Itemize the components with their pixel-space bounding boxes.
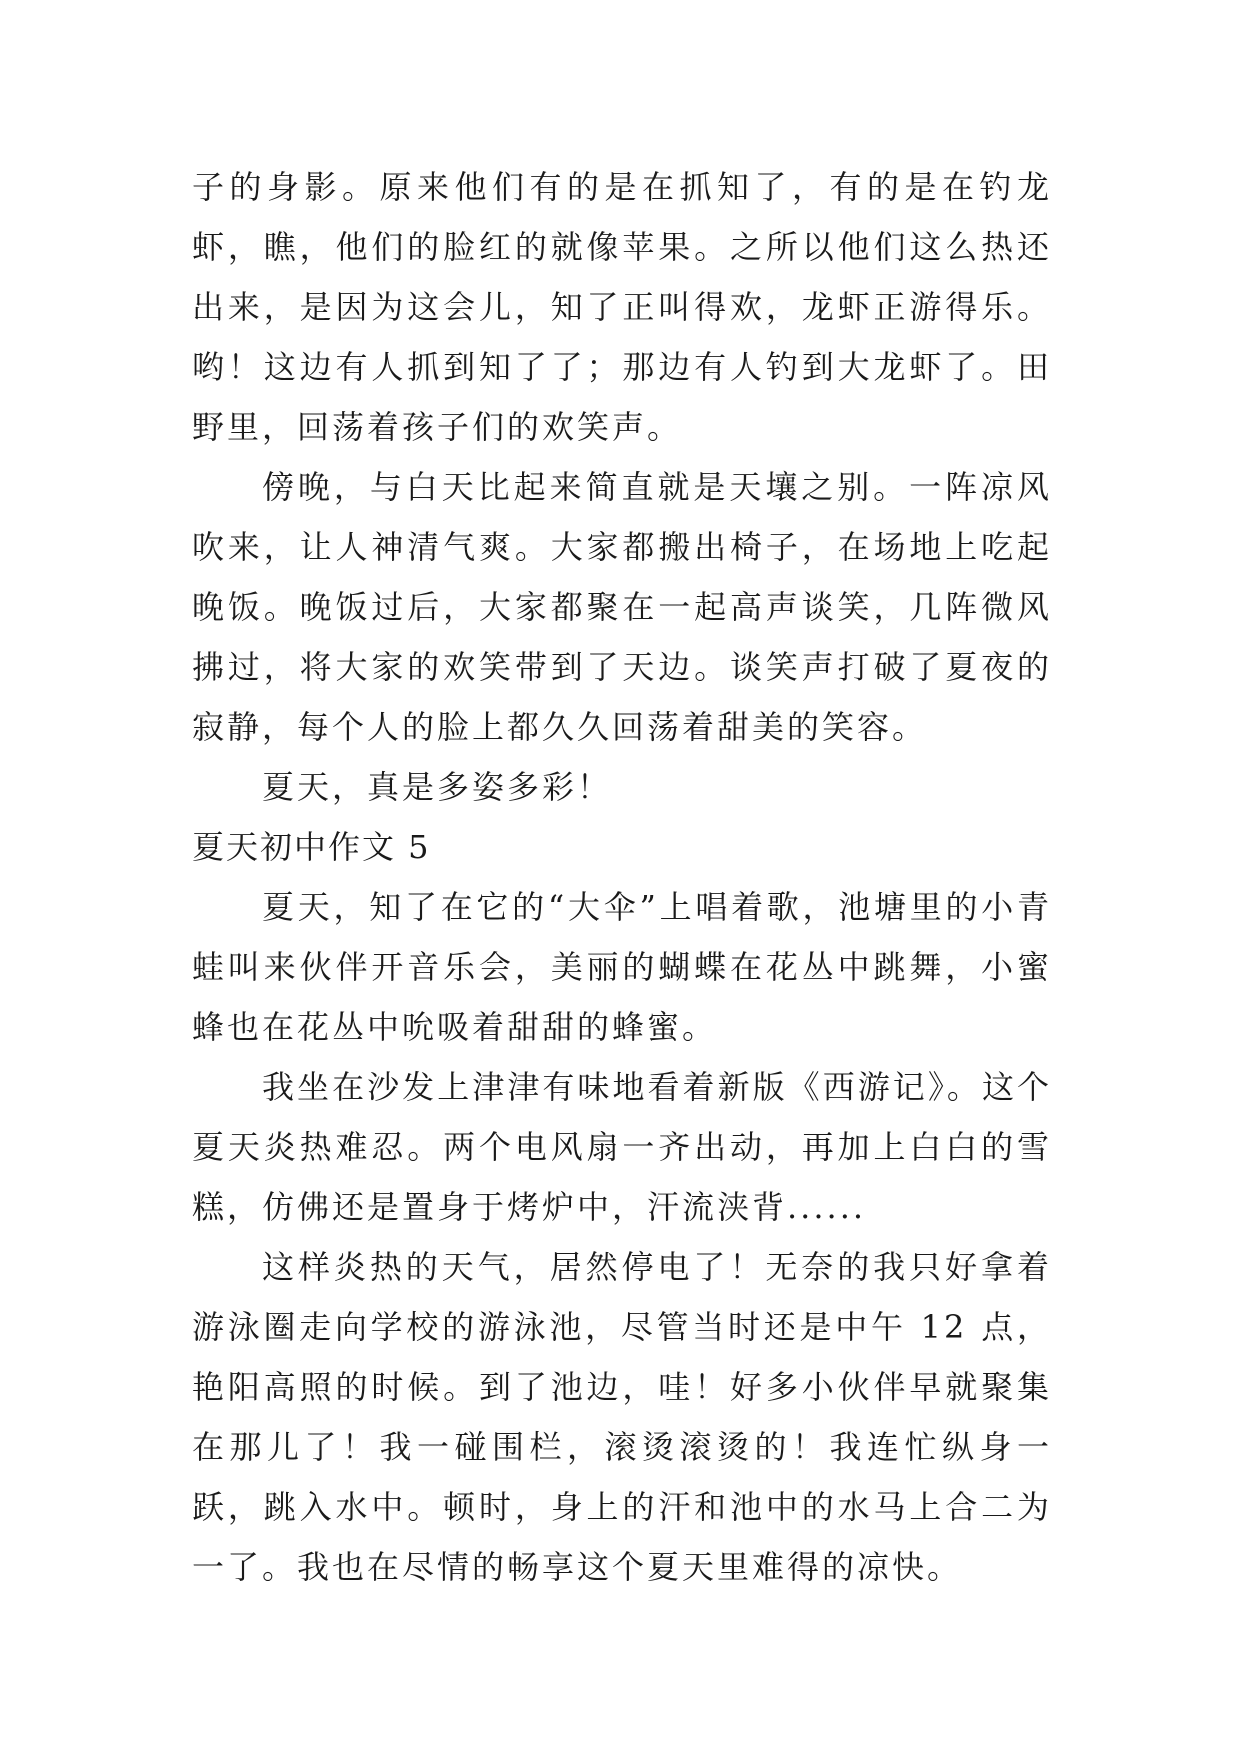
article-body: [192, 157, 1052, 1597]
paragraph-sofa: 我坐在沙发上津津有味地看着新版《西游记》。这个夏天炎热难忍。两个电风扇一齐出动，再加上白白的雪糕，仿佛还是置身于烤炉中，汗流浃背......: [192, 1068, 1052, 1226]
section-title: 夏天初中作文 5: [192, 828, 431, 866]
paragraph-continued: 子的身影。原来他们有的是在抓知了，有的是在钓龙虾，瞧，他们的脸红的就像苹果。之所以他们这么热还出来，是因为这会儿，知了正叫得欢，龙虾正游得乐。哟！这边有人抓到知了了；那边有人钓到大龙虾了。田野里，回荡着孩子们的欢笑声。: [192, 168, 1052, 446]
paragraph-summer-intro: 夏天，知了在它的“大伞”上唱着歌，池塘里的小青蛙叫来伙伴开音乐会，美丽的蝴蝶在花丛中跳舞，小蜜蜂也在花丛中吮吸着甜甜的蜂蜜。: [192, 888, 1052, 1046]
paragraph-conclusion: 夏天，真是多姿多彩！: [262, 768, 613, 806]
paragraph-pool: 这样炎热的天气，居然停电了！无奈的我只好拿着游泳圈走向学校的游泳池，尽管当时还是中午 12 点，艳阳高照的时候。到了池边，哇！好多小伙伴早就聚集在那儿了！我一碰围栏，滚烫滚烫的！我连忙纵身一跃，跳入水中。顿时，身上的汗和池中的水马上合二为一了。我也在尽情的畅享这个夏天里难得的凉快。: [192, 1248, 1052, 1586]
paragraph-evening: 傍晚，与白天比起来简直就是天壤之别。一阵凉风吹来，让人神清气爽。大家都搬出椅子，在场地上吃起晚饭。晚饭过后，大家都聚在一起高声谈笑，几阵微风拂过，将大家的欢笑带到了天边。谈笑声打破了夏夜的寂静，每个人的脸上都久久回荡着甜美的笑容。: [192, 468, 1052, 746]
